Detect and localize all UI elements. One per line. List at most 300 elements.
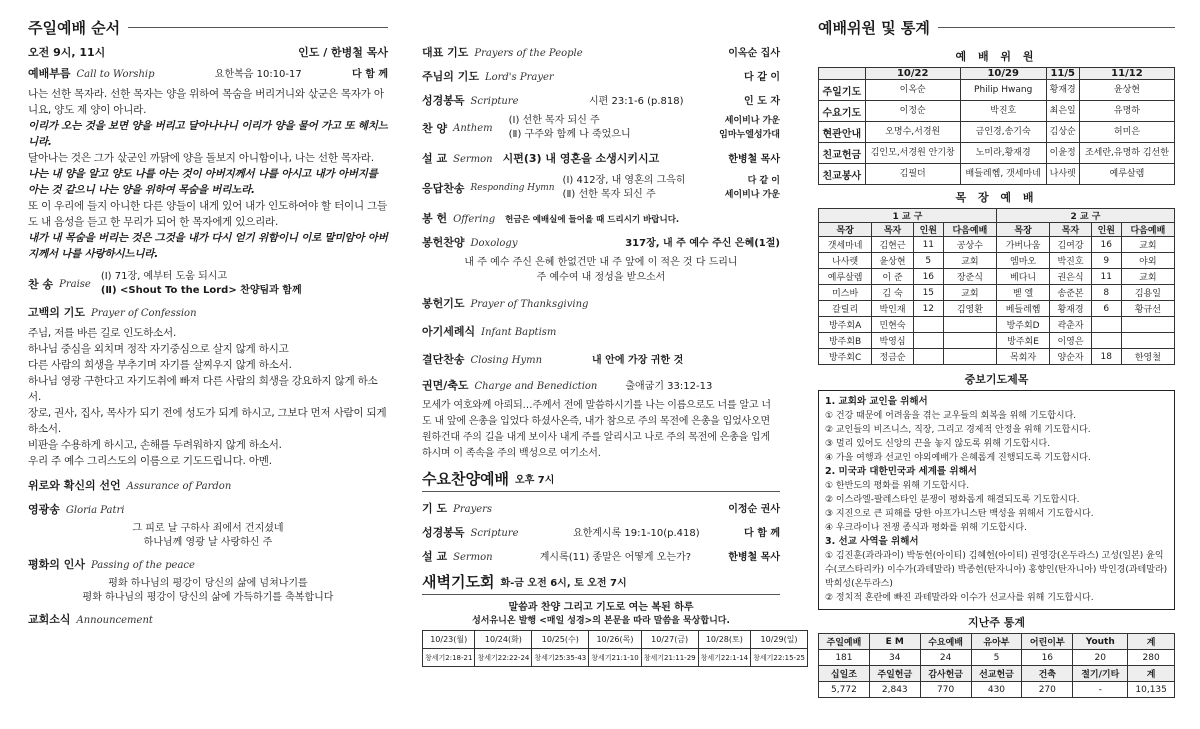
- call-text-line: 나는 선한 목자라. 선한 목자는 양을 위하여 목숨을 버리거니와 삯군은 목자가 아니요, 양도 제 양이 아니라.: [28, 88, 384, 116]
- sermon: [422, 150, 780, 166]
- col-head: 목장: [819, 223, 872, 237]
- parish-cell: 베들레헴: [996, 301, 1049, 317]
- parish-cell: 김여강: [1050, 237, 1092, 253]
- confession-line: 하나님 영광 구한다고 자기도취에 빠져 다른 사람의 희생을 강요하지 않게 하소서.: [28, 375, 378, 403]
- parish-cell: 공상수: [943, 237, 996, 253]
- parish-cell: 방주회C: [819, 349, 872, 365]
- parish-cell: 방주회B: [819, 333, 872, 349]
- role-cell: 주일기도: [819, 80, 866, 101]
- parish-cell: 박영심: [872, 333, 914, 349]
- heading-text: 수요찬양예배: [422, 470, 509, 488]
- parish-cell: 송준본: [1050, 285, 1092, 301]
- sermon-title: 시편(3) 내 영혼을 소생시키시고: [502, 152, 660, 165]
- member-cell: 최은일: [1046, 101, 1079, 122]
- wednesday-item: [422, 548, 780, 564]
- parish-cell: [1121, 333, 1174, 349]
- parish-cell: [913, 333, 943, 349]
- item-title: 위로와 확신의 선언: [28, 479, 121, 492]
- parish-row: [819, 253, 1175, 269]
- offering: [422, 210, 780, 226]
- call-text-line: 또 이 우리에 들지 아니한 다른 양들이 내게 있어 내가 인도하여야 할 터이니 그들도 내 음성을 듣고 한 무리가 되어 한 목자에게 있으리라.: [28, 200, 387, 228]
- member-cell: Philip Hwang: [960, 80, 1046, 101]
- item-ref: 요한복음 10:10-17: [214, 69, 302, 80]
- prayer-item: ② 교인들의 비즈니스, 직장, 그리고 경제적 안정을 위해 기도합시다.: [825, 425, 1091, 435]
- gloria-patri: [28, 501, 388, 517]
- dawn-ref: 창세기22:15-25: [751, 649, 808, 667]
- stats-header: [819, 634, 1175, 650]
- dawn-schedule: [422, 630, 808, 667]
- item-title: 봉헌찬양: [422, 236, 465, 249]
- section-heading: [28, 10, 388, 44]
- dawn-day: 10/24(화): [475, 631, 532, 649]
- parish-table: [818, 208, 1175, 365]
- parish-cell: 곽춘자: [1050, 317, 1092, 333]
- col-head: 목자: [1050, 223, 1092, 237]
- infant-baptism: [422, 323, 780, 339]
- gloria-line-2: 하나님께 영광 날 사랑하신 주: [143, 537, 273, 548]
- committee-table: [818, 67, 1175, 185]
- item-title: 고백의 기도: [28, 306, 85, 319]
- confession-line: 장로, 권사, 집사, 목사가 되기 전에 성도가 되게 하시고, 그보다 먼저 사람이 되게 하소서.: [28, 407, 387, 435]
- parish-cell: 이영은: [1050, 333, 1092, 349]
- stats-head-cell: 십일조: [819, 666, 870, 682]
- stats-cell: 24: [920, 650, 971, 666]
- stats-cell: 20: [1073, 650, 1128, 666]
- stats-header: [819, 666, 1175, 682]
- member-cell: 김인모,서경원 안기창: [865, 143, 960, 164]
- call-text-line: 내가 내 목숨을 버리는 것은 그것을 내가 다시 얻기 위함이니 이로 말미암아 아버지께서 나를 사랑하시느니라.: [28, 232, 388, 260]
- order-of-worship: [28, 0, 388, 632]
- anthem-performer-2: 임마누엘성가대: [719, 130, 780, 140]
- col-head: 목장: [996, 223, 1049, 237]
- item-eng: Closing Hymn: [470, 355, 543, 366]
- parish-cell: 장준식: [943, 269, 996, 285]
- item-mid: 시편 23:1-6 (p.818): [589, 96, 684, 107]
- member-cell: 황재경: [1046, 80, 1079, 101]
- stats-head-cell: 선교헌금: [971, 666, 1022, 682]
- parish-cell: 갯세마네: [819, 237, 872, 253]
- prayer-item: ③ 멀리 있어도 신앙의 끈을 놓지 않도록 위해 기도합시다.: [825, 439, 1051, 449]
- stats-cell: 5,772: [819, 682, 870, 698]
- date-cell: 10/22: [865, 68, 960, 80]
- col-head: 인원: [913, 223, 943, 237]
- parish-cell: 정금순: [872, 349, 914, 365]
- call-text: [28, 86, 388, 262]
- item-eng: Infant Baptism: [481, 327, 557, 338]
- stats-head-cell: Youth: [1073, 634, 1128, 650]
- wednesday-item: [422, 524, 780, 540]
- parish-cell: 김용일: [1121, 285, 1174, 301]
- parish-cell: [1121, 317, 1174, 333]
- confession-line: 우리 주 예수 그리스도의 이름으로 기도드립니다. 아멘.: [28, 455, 272, 467]
- item-title: 교회소식: [28, 613, 71, 626]
- col-head: 다음예배: [1121, 223, 1174, 237]
- item-title: 예배부름: [28, 67, 71, 80]
- member-cell: 윤상현: [1079, 80, 1174, 101]
- prayer-item: ④ 우크라이나 전쟁 종식과 평화를 위해 기도합시다.: [825, 523, 1027, 533]
- parish-row: [819, 237, 1175, 253]
- stats-head-cell: 주일헌금: [869, 666, 920, 682]
- role-cell: 현관안내: [819, 122, 866, 143]
- confession-text: [28, 325, 388, 469]
- item-eng: Prayer of Thanksgiving: [470, 299, 589, 310]
- item-title: 찬 송: [28, 278, 54, 291]
- parish-cell: [943, 333, 996, 349]
- gloria-line-1: 그 피로 날 구하사 죄에서 건지셨네: [132, 523, 284, 534]
- parish-row: [819, 349, 1175, 365]
- member-cell: 예루살렘: [1079, 164, 1174, 185]
- heading-text: 새벽기도회: [422, 573, 495, 591]
- order-item: [422, 44, 780, 60]
- item-title: 기 도: [422, 502, 448, 515]
- stats-cell: 5: [971, 650, 1022, 666]
- member-cell: 김필더: [865, 164, 960, 185]
- committee-title: 예 배 위 원: [955, 50, 1038, 63]
- item-title: 성경봉독: [422, 94, 465, 107]
- hymn-line-2: (Ⅱ) 선한 목자 되신 주: [562, 189, 656, 200]
- parish-cell: [1091, 317, 1121, 333]
- member-cell: 조세란,유명하 김선한: [1079, 143, 1174, 164]
- parish-cell: 권은식: [1050, 269, 1092, 285]
- parish-cell: 교회: [943, 285, 996, 301]
- parish-cell: 교회: [1121, 269, 1174, 285]
- section-heading: [818, 10, 1175, 44]
- dawn-day: 10/25(수): [532, 631, 589, 649]
- item-eng: Offering: [453, 214, 496, 225]
- confession: [28, 304, 388, 320]
- stats-cell: 16: [1022, 650, 1073, 666]
- stats-head-cell: E M: [869, 634, 920, 650]
- dawn-ref: 창세기2:18-21: [423, 649, 475, 667]
- closing-hymn: [422, 351, 780, 367]
- item-eng: Call to Worship: [76, 69, 155, 80]
- parish-cell: 12: [913, 301, 943, 317]
- dawn-day: 10/29(일): [751, 631, 808, 649]
- dawn-line-2: 성서유니온 발행 <매일 성경>의 본문을 따라 말씀을 묵상합니다.: [472, 616, 730, 626]
- item-eng: Sermon: [453, 552, 493, 563]
- item-title: 성경봉독: [422, 526, 465, 539]
- announcement: [28, 611, 388, 627]
- member-cell: 유명하: [1079, 101, 1174, 122]
- anthem: [422, 114, 780, 142]
- parish-cell: 엠마오: [996, 253, 1049, 269]
- item-mid: 계시록(11) 종말은 어떻게 오는가?: [539, 552, 692, 563]
- stats-row: [819, 682, 1175, 698]
- item-title: 찬 양: [422, 122, 448, 135]
- stats-head-cell: 감사헌금: [920, 666, 971, 682]
- col-head: 목자: [872, 223, 914, 237]
- item-person: 다 같 이: [744, 72, 780, 83]
- benediction-ref: 출애굽기 33:12-13: [625, 381, 713, 392]
- stats-cell: 430: [971, 682, 1022, 698]
- item-eng: Assurance of Pardon: [126, 481, 232, 492]
- parish-cell: 교회: [1121, 237, 1174, 253]
- anthem-performer-1: 세이비나 가운: [724, 116, 780, 126]
- assurance: [28, 477, 388, 493]
- parish-cell: 박진호: [1050, 253, 1092, 269]
- dawn-ref: 창세기21:11-29: [641, 649, 698, 667]
- stats-head-cell: 건축: [1022, 666, 1073, 682]
- member-cell: 금인경,송기숙: [960, 122, 1046, 143]
- call-text-line: 나는 내 양을 알고 양도 나를 아는 것이 아버지께서 나를 아시고 내가 아버지를 아는 것 같으니 나는 양을 위하여 목숨을 버리노라.: [28, 168, 378, 196]
- date-cell: 11/5: [1046, 68, 1079, 80]
- praise-line-2: (Ⅱ) <Shout To the Lord> 찬양팀과 함께: [100, 285, 302, 296]
- member-cell: 오명수,서경원: [865, 122, 960, 143]
- hymn-performer-1: 다 같 이: [747, 176, 780, 186]
- corner-cell: [819, 68, 866, 80]
- item-person: 이정순 권사: [728, 504, 780, 515]
- service-time: 오전 9시, 11시: [28, 46, 106, 59]
- preacher: 한병철 목사: [728, 154, 780, 165]
- order-item: [422, 92, 780, 108]
- item-eng: Anthem: [453, 122, 493, 134]
- item-eng: Doxology: [470, 238, 518, 249]
- parish-cell: 베다니: [996, 269, 1049, 285]
- anthem-line-1: (Ⅰ) 선한 목자 되신 주: [508, 115, 600, 126]
- parish-cell: 황규선: [1121, 301, 1174, 317]
- wednesday-heading: [422, 466, 780, 492]
- stats-head-cell: 어린이부: [1022, 634, 1073, 650]
- group-1: 1 교 구: [819, 209, 997, 223]
- prayer-box: [818, 390, 1175, 610]
- parish-cell: 한영철: [1121, 349, 1174, 365]
- item-eng: Praise: [59, 278, 91, 290]
- doxology: [422, 234, 780, 250]
- parish-cell: 민현숙: [872, 317, 914, 333]
- stats-cell: 770: [920, 682, 971, 698]
- prayer-group-heading: 1. 교회와 교인을 위해서: [825, 396, 928, 407]
- stats-cell: 280: [1128, 650, 1175, 666]
- item-eng: Announcement: [76, 615, 153, 626]
- passing-peace: [28, 556, 388, 572]
- stats-cell: 270: [1022, 682, 1073, 698]
- parish-cell: 5: [913, 253, 943, 269]
- item-person: 인 도 자: [744, 96, 780, 107]
- stats-cell: 10,135: [1128, 682, 1175, 698]
- praise: [28, 270, 388, 298]
- parish-cell: 교회: [943, 253, 996, 269]
- item-title: 권면/축도: [422, 379, 469, 392]
- peace-line-1: 평화 하나님의 평강이 당신의 삶에 넘쳐나기를: [108, 578, 308, 589]
- parish-cell: 나사렛: [819, 253, 872, 269]
- member-cell: 이정순: [865, 101, 960, 122]
- prayer-thanksgiving: [422, 295, 780, 311]
- order-item: [422, 68, 780, 84]
- stats-head-cell: 주일예배: [819, 634, 870, 650]
- dawn-day: 10/23(월): [423, 631, 475, 649]
- parish-cell: 15: [913, 285, 943, 301]
- parish-row: [819, 285, 1175, 301]
- prayer-group-heading: 3. 선교 사역을 위해서: [825, 536, 919, 547]
- item-title: 봉헌기도: [422, 297, 465, 310]
- item-person: 다 함 께: [744, 528, 780, 539]
- parish-cell: 윤상현: [872, 253, 914, 269]
- anthem-line-2: (Ⅱ) 구주와 함께 나 죽었으니: [508, 129, 631, 140]
- committee-row: [819, 80, 1175, 101]
- service-leader: 인도 / 한병철 목사: [298, 46, 388, 59]
- wednesday-item: [422, 500, 780, 516]
- parish-cell: 박인재: [872, 301, 914, 317]
- member-cell: 김상순: [1046, 122, 1079, 143]
- parish-row: [819, 301, 1175, 317]
- item-person: 한병철 목사: [728, 552, 780, 563]
- parish-cell: 16: [913, 269, 943, 285]
- parish-cell: [913, 349, 943, 365]
- heading-text: 주일예배 순서: [28, 18, 121, 37]
- parish-cell: 야외: [1121, 253, 1174, 269]
- parish-row: [819, 269, 1175, 285]
- dawn-day: 10/27(금): [641, 631, 698, 649]
- confession-line: 다른 사람의 희생을 부추기며 자기를 살찌우지 않게 하소서.: [28, 359, 292, 371]
- parish-header: [819, 223, 1175, 237]
- committee-and-stats: [818, 0, 1175, 698]
- dawn-line-1: 말씀과 찬양 그리고 기도로 여는 복된 하루: [508, 602, 694, 613]
- responding-hymn: [422, 174, 780, 202]
- parish-cell: 양순자: [1050, 349, 1092, 365]
- parish-title: 목 장 예 배: [955, 191, 1038, 204]
- parish-cell: 11: [913, 237, 943, 253]
- stats-title: 지난주 통계: [968, 616, 1025, 629]
- date-cell: 11/12: [1079, 68, 1174, 80]
- parish-row: [819, 317, 1175, 333]
- stats-cell: 181: [819, 650, 870, 666]
- item-title: 결단찬송: [422, 353, 465, 366]
- doxology-line-2: 주 예수여 내 정성을 받으소서: [536, 272, 666, 283]
- confession-line: 하나님 중심을 외치며 정작 자기중심으로 살지 않게 하시고: [28, 343, 289, 355]
- group-2: 2 교 구: [996, 209, 1174, 223]
- doxology-hymn: 317장, 내 주 예수 주신 은혜(1절): [625, 238, 780, 249]
- parish-cell: 8: [1091, 285, 1121, 301]
- item-title: 봉 헌: [422, 212, 448, 225]
- item-title: 주님의 기도: [422, 70, 479, 83]
- parish-cell: 18: [1091, 349, 1121, 365]
- prayer-item: ④ 가을 여행과 선교인 야외예배가 은혜롭게 진행되도록 기도합시다.: [825, 453, 1091, 463]
- heading-time: 오후 7시: [514, 475, 555, 486]
- confession-line: 주님, 저를 바른 길로 인도하소서.: [28, 327, 177, 339]
- role-cell: 친교헌금: [819, 143, 866, 164]
- heading-rule: [128, 27, 388, 28]
- prayer-group-heading: 2. 미국과 대한민국과 세계를 위해서: [825, 466, 977, 477]
- member-cell: 이윤정: [1046, 143, 1079, 164]
- item-eng: Prayers: [453, 504, 493, 515]
- prayer-item: ② 이스라엘-팔레스타인 분쟁이 평화롭게 해결되도록 기도합시다.: [825, 495, 1080, 505]
- hymn-line-1: (Ⅰ) 412장, 내 영혼의 그윽히: [562, 175, 686, 186]
- parish-cell: 9: [1091, 253, 1121, 269]
- item-eng: Gloria Patri: [65, 505, 125, 516]
- prayer-item: ① 김진훈(과라과이) 박동헌(아이티) 김혜헌(아이티) 권영강(온두라스) 고성(일본) 윤익수(코스타리카) 이수가(과테말라) 박종헌(탄자니아) 홍향인(탄자니아) 박인경(과테말라) 박희성(온두라스): [825, 551, 1168, 589]
- committee-row: [819, 164, 1175, 185]
- member-cell: 박진호: [960, 101, 1046, 122]
- stats-head-cell: 계: [1128, 634, 1175, 650]
- parish-cell: 16: [1091, 237, 1121, 253]
- prayer-item: ① 건강 때문에 어려움을 겪는 교우들의 회복을 위해 기도합시다.: [825, 411, 1077, 421]
- stats-cell: -: [1073, 682, 1128, 698]
- item-title: 설 교: [422, 152, 448, 165]
- item-title: 설 교: [422, 550, 448, 563]
- col-head: 인원: [1091, 223, 1121, 237]
- parish-cell: 갈릴리: [819, 301, 872, 317]
- item-eng: Scripture: [470, 96, 519, 107]
- order-continued: [422, 44, 805, 667]
- parish-cell: 방주회A: [819, 317, 872, 333]
- parish-cell: 목회자: [996, 349, 1049, 365]
- benediction: [422, 377, 780, 393]
- stats-head-cell: 유아부: [971, 634, 1022, 650]
- stats-cell: 2,843: [869, 682, 920, 698]
- item-eng: Prayer of Confession: [90, 308, 197, 319]
- offering-note: 헌금은 예배실에 들어올 때 드리시기 바랍니다.: [505, 215, 680, 225]
- committee-row: [819, 143, 1175, 164]
- heading-text: 예배위원 및 통계: [818, 18, 930, 37]
- hymn-performer-2: 세이비나 가운: [724, 190, 780, 200]
- confession-line: 비판을 수용하게 하시고, 손해를 두려워하지 않게 하소서.: [28, 439, 282, 451]
- role-cell: 친교봉사: [819, 164, 866, 185]
- call-text-line: 이리가 오는 것을 보면 양을 버리고 달아나나니 이리가 양을 물어 가고 또 헤치느니라.: [28, 120, 388, 148]
- closing-hymn-title: 내 안에 가장 귀한 것: [592, 355, 684, 366]
- col-head: 다음예배: [943, 223, 996, 237]
- prayer-item: ① 한반도의 평화를 위해 기도합시다.: [825, 481, 970, 491]
- member-cell: 이옥순: [865, 80, 960, 101]
- item-eng: Charge and Benediction: [474, 381, 598, 392]
- call-to-worship: [28, 65, 388, 81]
- prayer-item: ③ 지진으로 큰 피해를 당한 아프가니스탄 백성을 위해서 기도합시다.: [825, 509, 1094, 519]
- parish-cell: 11: [1091, 269, 1121, 285]
- item-eng: Passing of the peace: [90, 560, 195, 571]
- parish-cell: [913, 317, 943, 333]
- parish-cell: 방주회D: [996, 317, 1049, 333]
- parish-cell: 이 준: [872, 269, 914, 285]
- parish-cell: 예루살렘: [819, 269, 872, 285]
- role-cell: 수요기도: [819, 101, 866, 122]
- dawn-ref: 창세기22:22-24: [475, 649, 532, 667]
- heading-time: 화-금 오전 6시, 토 오전 7시: [500, 578, 627, 589]
- peace-line-2: 평화 하나님의 평강이 당신의 삶에 가득하기를 축복합니다: [82, 592, 334, 603]
- date-cell: 10/29: [960, 68, 1046, 80]
- member-cell: 노미라,황재경: [960, 143, 1046, 164]
- stats-head-cell: 수요예배: [920, 634, 971, 650]
- parish-group-row: [819, 209, 1175, 223]
- parish-cell: 김영환: [943, 301, 996, 317]
- parish-cell: 방주회E: [996, 333, 1049, 349]
- parish-cell: 가버나움: [996, 237, 1049, 253]
- benediction-text: 모세가 여호와께 아뢰되…주께서 전에 말씀하시기를 나는 이름으로도 너를 알고 너도 내 앞에 은총을 입었다 하셨사온즉, 내가 참으로 주의 목전에 은총을 입었사오면 원하건대 주의 길을 내게 보이사 내게 주를 알리시고 나로 주의 목전에 은총을 입게 하시며 이 족속을 주의 백성으로 여기소서.: [422, 400, 771, 459]
- prayer-title: 중보기도제목: [964, 373, 1029, 386]
- member-cell: 배들레헴, 갯세마네: [960, 164, 1046, 185]
- dawn-day: 10/26(목): [589, 631, 641, 649]
- item-eng: Sermon: [453, 154, 493, 165]
- dawn-heading: [422, 569, 780, 595]
- parish-row: [819, 333, 1175, 349]
- item-title: 영광송: [28, 503, 60, 516]
- stats-row: [819, 650, 1175, 666]
- item-mid: 요한계시록 19:1-10(p.418): [572, 528, 700, 539]
- parish-cell: [943, 349, 996, 365]
- parish-cell: [1091, 333, 1121, 349]
- item-title: 응답찬송: [422, 182, 465, 195]
- stats-head-cell: 계: [1128, 666, 1175, 682]
- item-title: 대표 기도: [422, 46, 469, 59]
- item-eng: Prayers of the People: [474, 48, 583, 59]
- item-person: 다 함 께: [352, 69, 388, 80]
- committee-header: [819, 68, 1175, 80]
- item-person: 이옥순 집사: [728, 48, 780, 59]
- stats-table: [818, 633, 1175, 698]
- stats-cell: 34: [869, 650, 920, 666]
- item-eng: Scripture: [470, 528, 519, 539]
- dawn-day: 10/28(토): [698, 631, 750, 649]
- prayer-item: ② 정치적 혼란에 빠진 과테말라와 이수가 선교사를 위해 기도합시다.: [825, 593, 1094, 603]
- item-eng: Responding Hymn: [470, 183, 555, 193]
